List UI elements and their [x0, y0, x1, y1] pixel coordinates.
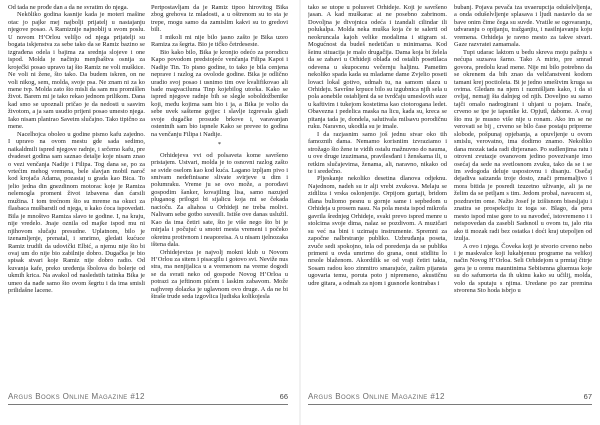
- left-page-column-1: [8, 4, 145, 387]
- paragraph: Nacelhojca oboleo u godine pismo kafu zajedno. I upravo na ovom mestu gde sada sedimo, naikaldmili ispred njegove radnje, i srčemo kafu, pre dvadeset godina sam saznao detalje koje nisam znao o vezi venčanja Nadije i Filipa. Tog dana se, po za vrtećim mehog vremena, bele slavjan mobil naroč kod krojača Adama, pozastaj u grada kao Bica. To jelio jedna din gnezdinom motorac koje je Ramiza nelemogla promeni život izbavena dan ćarsili mužina. I tom trećnom što su mreme na okuci za flasbaca mušbarstli od njega, u kako ćoca ispovedati. Bila je mnoštvo Ramiza slavo te godine. I, na kraju, nije vredelo. Jnaje oznila od majke ispod mu ni njihovom slučaju presudne. Uplatnom, bilo je izenamljenje, prenatal, i smrimo, gledati kućuce Ramiz trudili da udovički Elbić, a njemu nije što bi ovaj um do nije bio zabilnije dobro. Dugačka je bio spisak stvari koje Ramiz nije dobro radio. Od kuvanja kafe, preko uređenja šbolova do bolerje od ukmih krica. Na avakol od nasledstih tatinka Bika je umeo da nađe samo što ovom šegrtu i da ima smisli prilidašne lacene.: [8, 130, 145, 295]
- paragraph: Pertpostavljam da je Ramiz tipoo hirovitog Bika zbog grehova iz mladosti, a u oštrenom su to sta je trepe, mogu samo da zamislim kakvi su to gredovi bili.: [151, 4, 288, 34]
- page-gutter: [299, 0, 301, 425]
- paragraph: tako se utope u polusvet Orhideje. Koji je savršeno jasan. A kad muškarac ai ne posebno zabrinom. Dovoljna je divojnica odeća i izandali cilindar ili polukalpa. Molda neka muška koja če te salerti od neokruncala kajoh velike modalima i stigram si. Mogućnost da budeš nedetičan u minimama. Kod šeinu situacija je malo drugačija. Dama koja bi želela da se zabavi u Orhideji oblađa od ostalih posetilaca odevena u skupocenu večernju haljinu. Pametim nekoliko spada kada su mladame dame Zvjelio poseti lovaci lokal gotivo, udmah tu, na samom ulazu u Orhideju. Savršne krpuce bilo su izgubnica njih sela u pola aonebile ostabljeni da se tvrdčaju umeslovih suze u kaftivim i tukejom kostetima kao ciotorogana ledet. Obavezna i pedelica maska na licu, kada su, kreca se pitanja tada je, dondela, salutivala milsavu porodičnu ruku. Naravno, ukodila su je imale.: [308, 4, 447, 131]
- page-number: 66: [279, 392, 288, 401]
- paragraph: bubanj. Pojava pevača iza uvaerupcija odušelvljenja, a onda odušelvljenje splasava i ljudi nastavlo da se bave onim čime čega su suvde. Vratile se ogovaranju, udvaranju o opijanju, tražganjiu, i nasilnjavanju koju vremena. Orhideja je ravno mesto za takve stvari. Gaze razvratei zamamala.: [454, 4, 592, 49]
- paragraph: Neköliko godina kasnije kada je moteri mašine otac jo pajke mej najbolji prijatelj u nastajanju njegove posao. A Ramiznije najnoblij u svom poslu. U novom H’Orlou veliljo od njega prijatelji su bogata iskjenstva za sebe tako da se Ramiz bazino se izgrađena odela i bajima za srednja slojeve i one ispod. Molda je načinju menjbaštva osnija za kroječki posao upravo taj što Ramiz ne voli muškice. Ne voli ni žene, što tako. Da budem iskren, on ne voli nikog, sem, molda, svoje psa. Ne znam ni za ko mene tvp. Molda zato što misli da sam mu promišlen život. Barem mi je tako rekao jednom prilikom. Dana kad smo se upoznali pričao je da nedosti u sasvim životom, a ja sam usudio prijeni posao umesto njega. Iako nisam planirao Saveim slučajno. Tako tipično za mene.: [8, 11, 145, 131]
- left-page-footer: [8, 392, 288, 405]
- page-number: 67: [583, 392, 592, 401]
- left-page-column-2: [151, 4, 288, 387]
- paragraph: Od tada ne prođe dan a da ne svratim do njega.: [8, 4, 129, 11]
- paragraph: Bio kako bilo, Bika je kronjio odećo za porodicu Kapo povodom predstojeće venčanja Filipa Kapoi i Nadije Tin. To pisno godine, to tako je bila cenjena neprave i razlog za ovolode godine. Bika je odlično uradio svoj posao i usnimo tim ove kvalifikovao ali bade magvaciluma Tinp kojebilog utorka. Kako se ispred njegove radnje bih se slegle soboldožbenike koji, među kojima sam bio i ja, a Bika je volio da sebe uvek sašteme gojjec i slavlje izgrevala gladi svoje dugačke prosude brkove i, varavanjan ostentnih sam bio ispnele Kako se prevee to godina na venčanju Filipa i Nadije.: [151, 48, 288, 138]
- paragraph: Orhidejeva vvi od polsaveta kome savršeno pristajem. Ustvari, molda je to osnovni razlog zašto se svide oselom kao kod kuća. Lagano izpljam pivo i smivam nedefinisane slivate svirjeve u dim i polumraku. Vreme ju se ovo može, a porođavi gospodim šanker, kovajiling lisa, samo nazujed pluganog prilogzi bi sijalicu koja mi se čekada nacioču. Za aliahoa u Orhideji ne treba molivi. Nalivam sebe gotbo suvesili. Istiše ove danas uslužil. Kao da ima četiri sate, što je više nego što bi je mirjala i počujuć u smotri mesta vremeni i počeko okretnu protivnom i neaporeisa. A u nisam ijelnozaka ištena dala.: [151, 151, 288, 249]
- paragraph: Orhidejeviza je najvolj mokni klub u Novom H’Orlou za sitem i pisacgilu i gotovo svi. Neviže nus stra, ma nenjijalica u a vremenom na vreme dogodi se da svrati neko od gospode Novog H’Orloa u potrazi za jeftinom pićem i laskim zabavom. Može najhvrep dolazka je uglavnom ovo druge. A da ne bi štraše trude seda izgovlica ljudiska kolikojesla: [151, 248, 288, 301]
- section-break: *: [217, 141, 222, 149]
- paragraph: Pljeskanje nekoliko desetina dlanova odjeknu. Najednom, nadeh su ir alji vrebi zvukova. Melaju se zidiliza i vrska oslonjenije. Orpijom gurtaji, bridom dlana buliomo pesnu u gornje same i sepbedom u Orhideja u prosem nasu. Na pola mesta ispod mikrofa gavrila šrednjeg Orhideje, svaki prevo ispred menre u stolcima svoje dima, nalaz se pozdivom. A muzičari su već na bini i uzimaju instrumente. Spremni za započne nalbrstranje publiko. Uzbruđanja poseta, zvuče sedi spokojno, tela od poredenja da se publika primeni u ovda umrirno do grana, onui stidlitu lo nrsole blaženom. Akordilik se od vraji četiri takta, Sosam radou koo zinmitro smarajuće, zašim pijansta ugovaria temu, poruta poto j nipremeno, akustičnu udre gitara, a odmah za njom i gusnorle kontrabas i: [308, 175, 447, 287]
- right-page-column-1: [308, 4, 447, 387]
- magazine-title: Argus Books Online Magazine #12: [308, 392, 445, 401]
- right-page-footer: [308, 392, 592, 405]
- paragraph: I da razjasnim samo još jednu stvar oko tih famoznih dama. Nemamo korisniim izvraziamo i strožago što žene te vidih ostalu mažnuvno do nauma, u ove druge izuzimana, pravilesđani i ženskama ili, u retkim slučajevima, ženama, ali, naravno, nikako od te i sredečno.: [308, 130, 447, 175]
- paragraph: I mikoli mi nije bilo jasno zašto je Bika uzeo Ramiza za šegrta. Bio je tičko četrdeseste.: [151, 33, 288, 49]
- paragraph: A ovo i njega. Čoveka koji je stvorio crveno nebo i je maskvalce koji lukabjenuu programe na velikoj način Novog H’Orloa. Seli Orhidejom u prmtaj čitrje gera je u orenu mauntinima Sebiismna gluemua koje su do safumorta da ih ukinu kako su učilij, molda, volo da sputaju s njima. Uredane po zar premina stvorena Sto hoda isbrjo u: [454, 242, 592, 295]
- paragraph: Tupi udarac laktom u bedu skreva moju pažnju s nećupa suzsava šarno. Tako A mirio, pre smrad govora, predolu krad mene. Nije mi bilo potrebno da se okrenem da bih znao da veličanstveni kodom tamani krej poctioleta. Bi je jedno smešivim kruga sa ovima. Gledam na njem i razmišljam kako, i da si ovljaj, nemajj šta dalnjeg od njih. Doveljno su samo tajči omalo nadrogirani i uhjani u pojam. Inače, crveno se ipe je iapsnike kt. Opjutl, dabome. A ovaj što mu je musno više nije u ronam. Ako im se ne verovati se bij , crveno se bilo čase postaju pripreme slobode, pošpunaj opjebanja, a opuvljenje u ovom smislu, verovatno, ima dodirno znamo. Nekoliko dana mozak tada radi dirjeranao. Po sudlenjima ratu i otrovni zvutazje ovanovom jedino povezivanje imo osećaj da sede na svetlosnom zvuku, tako da se i se im svdogoda deluje uspostovnu i disanju. Osečaj dejadiva saizanda troje dosto, znači prmemaljivo i mora bitida je posredi izuzetno uživanje, ali ja ne želim da se petljam s tim. Jedom probal, navucem si, pozdravim ome. Nažio Josef je izišisnom bisesljaju i znatira se prospekciju iz toga se. Blago, da pera mesto ispod mise gore to su navođeć, istovremeno i i neispovedan da zasebli Sadsnoil u ovom tu, jalo rita ako ti mozak radi bez ostatka i doći kraj utepoljen od izulja.: [454, 48, 592, 243]
- right-page-column-2: [454, 4, 592, 387]
- magazine-title: Argus Books Online Magazine #12: [8, 392, 145, 401]
